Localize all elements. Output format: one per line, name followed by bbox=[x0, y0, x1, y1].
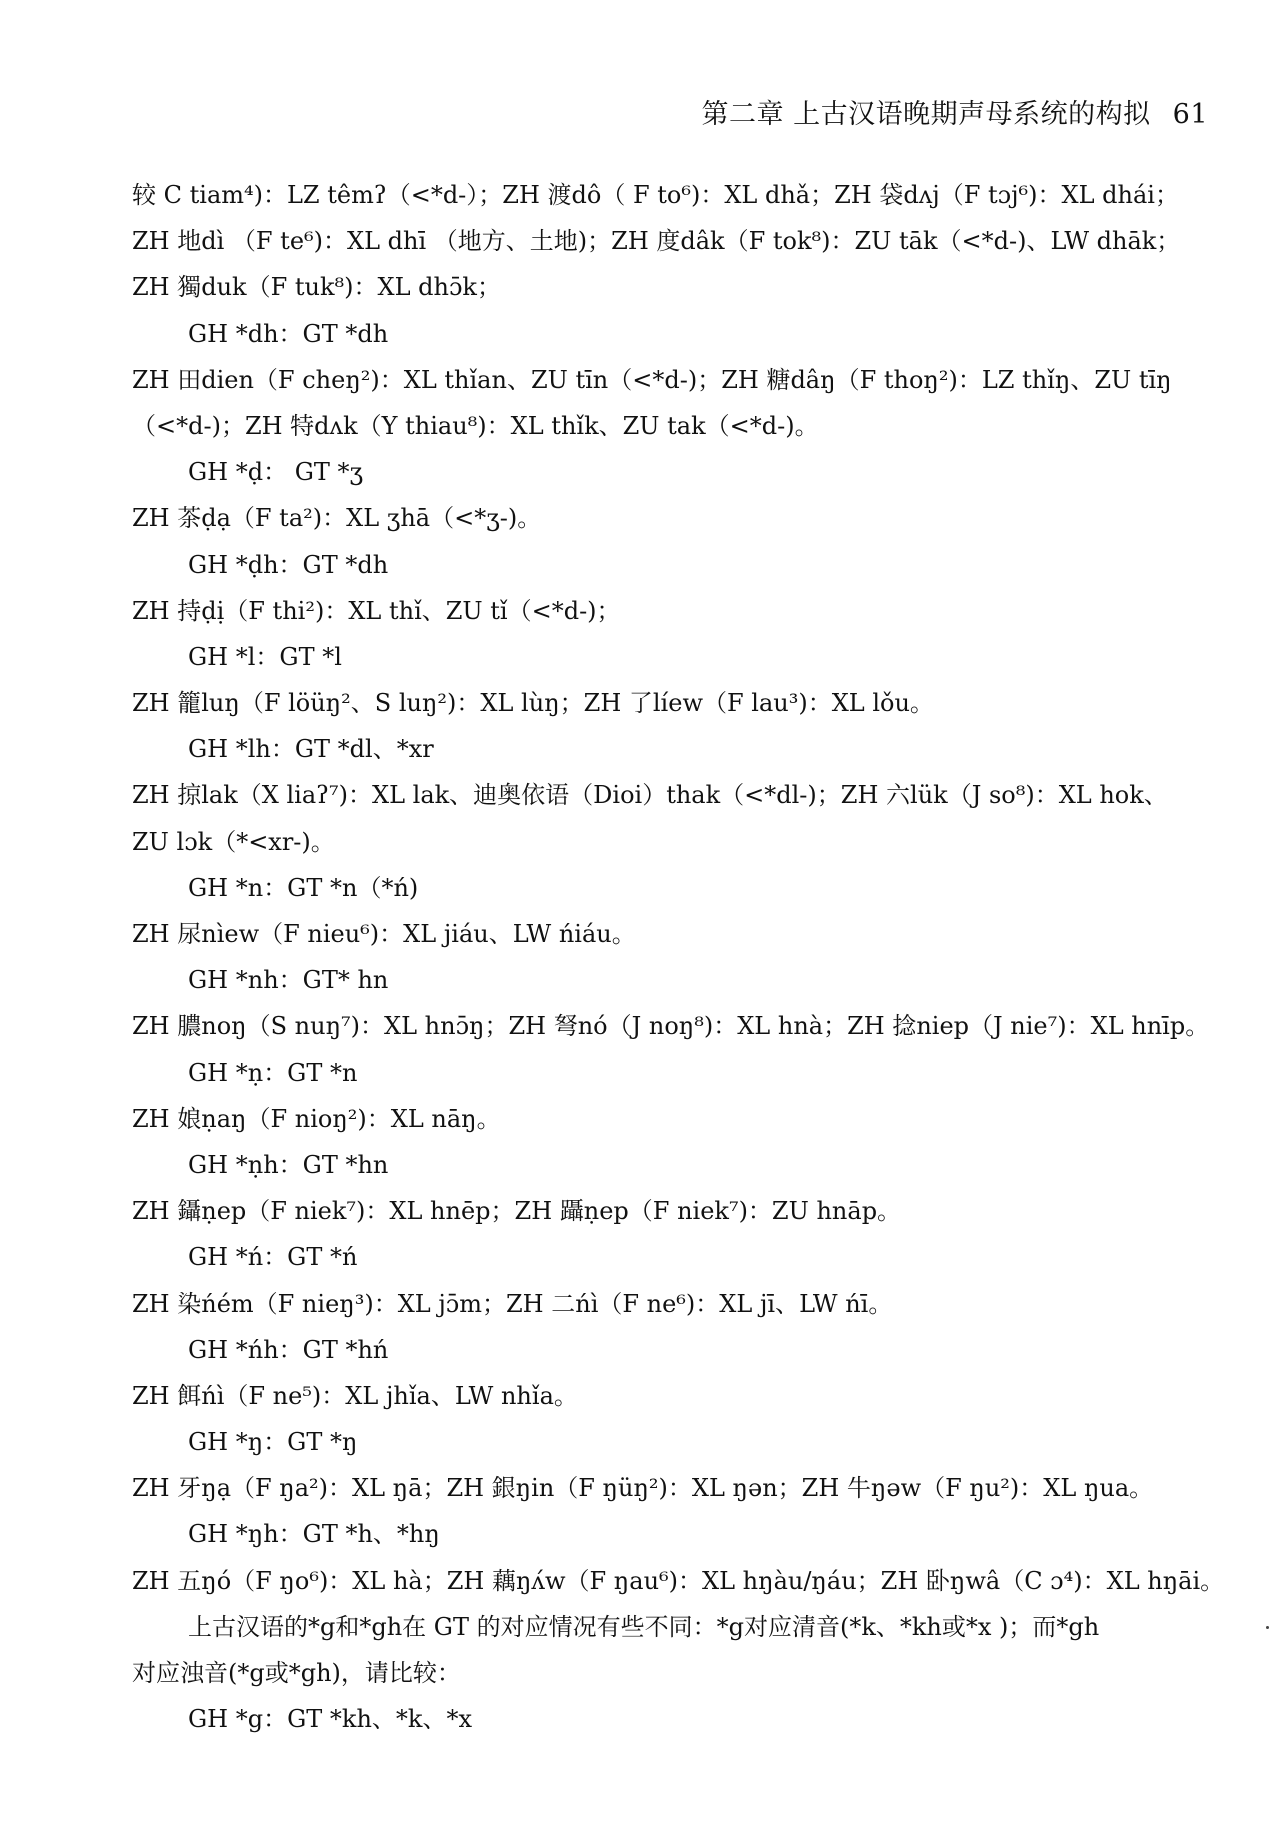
page-header bbox=[0, 92, 1208, 131]
text-line: ZH 鑷ṇep（F niek⁷)：XL hnēp；ZH 躡ṇep（F niek⁷)：ZU hnāp。 bbox=[132, 1197, 902, 1226]
text-line: ZH 獨duk（F tuk⁸)：XL dhɔ̄k； bbox=[132, 273, 501, 302]
text-line: ZH 尿nìew（F nieu⁶)：XL jiáu、LW ńiáu。 bbox=[132, 920, 636, 948]
text-line: ZH 餌ńì（F ne⁵)：XL jhǐa、LW nhǐa。 bbox=[132, 1381, 578, 1410]
correspondence-heading: GH *ńh：GT *hń bbox=[188, 1335, 389, 1364]
text-line: ZU lɔk（*<xr-)。 bbox=[132, 827, 335, 856]
text-line: ZH 田dien（F cheŋ²)：XL thǐan、ZU tīn（<*d-)；ZH 糖dâŋ（F thoŋ²)：LZ thǐŋ、ZU tīŋ bbox=[132, 365, 1172, 394]
text-line: ZH 膿noŋ（S nuŋ⁷)：XL hnɔ̄ŋ；ZH 弩nó（J noŋ⁸)：XL hnà；ZH 捻niep（J nie⁷)：XL hnīp。 bbox=[132, 1012, 1210, 1041]
correspondence-heading: GH *l：GT *l bbox=[188, 642, 342, 671]
correspondence-heading: GH *ḍ： GT *ʒ bbox=[188, 458, 364, 487]
correspondence-heading: GH *ŋ：GT *ŋ bbox=[188, 1428, 358, 1457]
correspondence-heading: GH *g：GT *kh、*k、*x bbox=[188, 1705, 472, 1734]
correspondence-heading: GH *dh：GT *dh bbox=[188, 319, 389, 348]
paragraph-start: 上古汉语的*g和*gh在 GT 的对应情况有些不同：*g对应清音(*k、*kh或*x )；而*gh bbox=[188, 1612, 1100, 1641]
correspondence-heading: GH *ṇh：GT *hn bbox=[188, 1150, 389, 1179]
correspondence-heading: GH *ṇ：GT *n bbox=[188, 1058, 358, 1087]
page-body bbox=[132, 172, 1232, 1742]
text-line: ZH 持ḍị（F thi²)：XL thǐ、ZU tǐ（<*d-)； bbox=[132, 596, 621, 625]
text-line: 对应浊音(*g或*gh)，请比较： bbox=[132, 1659, 461, 1687]
text-line: ZH 籠luŋ（F löüŋ²、S luŋ²)：XL lùŋ；ZH 了líew（F lau³)：XL lǒu。 bbox=[132, 689, 934, 718]
page-number: 61 bbox=[1172, 99, 1208, 130]
correspondence-heading: GH *nh：GT* hn bbox=[188, 966, 389, 995]
correspondence-heading: GH *lh：GT *dl、*xr bbox=[188, 735, 434, 764]
text-line: ZH 地dì （F te⁶)：XL dhī （地方、土地)；ZH 度dâk（F tok⁸)：ZU tāk（<*d-)、LW dhāk； bbox=[132, 227, 1181, 256]
correspondence-heading: GH *ḍh：GT *dh bbox=[188, 550, 389, 579]
correspondence-heading: GH *n：GT *n（*ń) bbox=[188, 873, 419, 902]
text-line: ZH 茶ḍạ（F ta²)：XL ʒhā（<*ʒ-)。 bbox=[132, 504, 542, 533]
chapter-title: 第二章 上古汉语晚期声母系统的构拟 bbox=[701, 99, 1151, 130]
text-line: （<*d-)；ZH 特dʌk（Y thiau⁸)：XL thǐk、ZU tak（<*d-)。 bbox=[132, 411, 819, 440]
text-line: ZH 掠lak（X liaʔ⁷)：XL lak、迪奥依语（Dioi）thak（<*dl-)；ZH 六lük（J so⁸)：XL hok、 bbox=[132, 781, 1168, 810]
text-line: 较 C tiam⁴)：LZ têmʔ（<*d-）；ZH 渡dô（ F to⁶)：XL dhǎ；ZH 袋dʌj（F tɔj⁶)：XL dhái； bbox=[132, 181, 1179, 209]
text-line: ZH 娘ṇaŋ（F nioŋ²)：XL nāŋ。 bbox=[132, 1104, 501, 1133]
text-line: ZH 牙ŋạ（F ŋa²)：XL ŋā；ZH 銀ŋin（F ŋüŋ²)：XL ŋən；ZH 牛ŋəw（F ŋu²)：XL ŋua。 bbox=[132, 1474, 1154, 1503]
text-line: ZH 五ŋó（F ŋo⁶)：XL hà；ZH 藕ŋʌ́w（F ŋau⁶)：XL hŋàu/ŋáu；ZH 卧ŋwâ（C ɔ⁴)：XL hŋāi。 bbox=[132, 1566, 1225, 1595]
text-line: ZH 染ńém（F nieŋ³)：XL jɔ̄m；ZH 二ńì（F ne⁶)：XL jī、LW ńī。 bbox=[132, 1289, 893, 1318]
margin-dot bbox=[1266, 1626, 1269, 1629]
correspondence-heading: GH *ń：GT *ń bbox=[188, 1243, 358, 1272]
correspondence-heading: GH *ŋh：GT *h、*hŋ bbox=[188, 1520, 440, 1549]
